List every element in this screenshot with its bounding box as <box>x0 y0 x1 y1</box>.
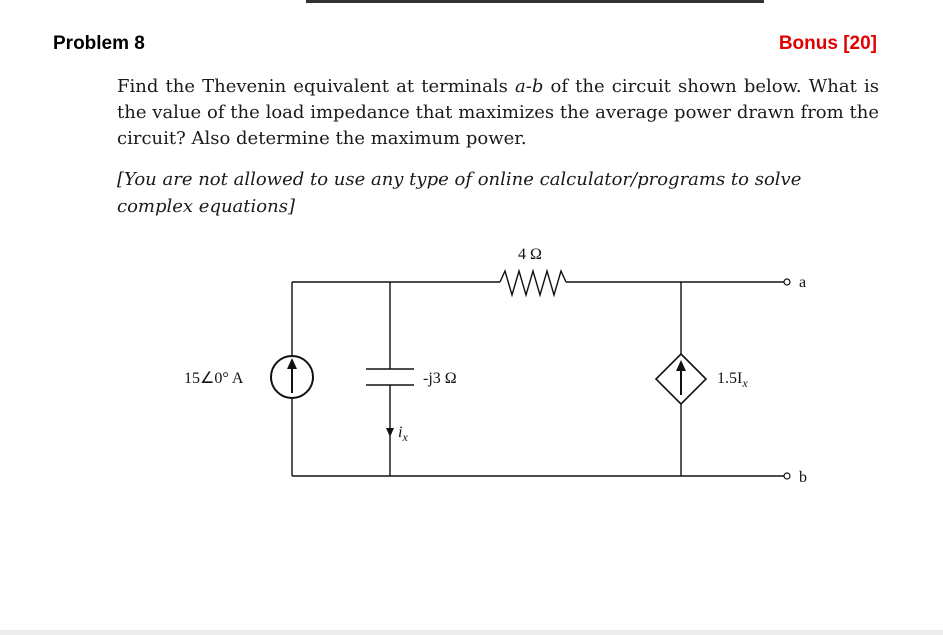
ix-label-main: i <box>398 424 403 441</box>
dependent-source-label <box>717 370 748 390</box>
ix-direction-arrow-icon <box>386 428 394 437</box>
terminal-a-label: a <box>799 274 807 291</box>
current-source <box>271 356 313 398</box>
bottom-divider <box>0 630 943 635</box>
source-label: 15∠0° A <box>184 370 244 387</box>
calculator-note: [You are not allowed to use any type of online calculator/programs to solve complex equations] <box>117 169 802 217</box>
capacitor-label: -j3 Ω <box>423 370 457 387</box>
terminal-b-node <box>784 473 790 479</box>
problem-title: Problem 8 <box>53 33 145 54</box>
dependent-source-label-main: 1.5I <box>717 370 743 387</box>
bonus-label: Bonus [20] <box>778 33 877 54</box>
question-text-part1: Find the Thevenin equivalent at terminals <box>117 76 516 97</box>
resistor-label: 4 Ω <box>518 246 542 263</box>
question-text-part2: of the circuit shown below. What is the value of the load impedance that maximizes the average power drawn from the circuit? Also determine the maximum power. <box>117 76 879 149</box>
ix-label <box>398 424 408 444</box>
capacitor <box>366 369 414 385</box>
resistor-4-ohm <box>500 271 566 295</box>
dependent-current-source <box>656 354 706 404</box>
terminal-a-node <box>784 279 790 285</box>
terminal-b-label: b <box>799 469 807 486</box>
ix-label-subscript: x <box>402 430 408 444</box>
terminals-label: a-b <box>515 76 544 97</box>
dependent-source-label-subscript: x <box>742 376 748 390</box>
